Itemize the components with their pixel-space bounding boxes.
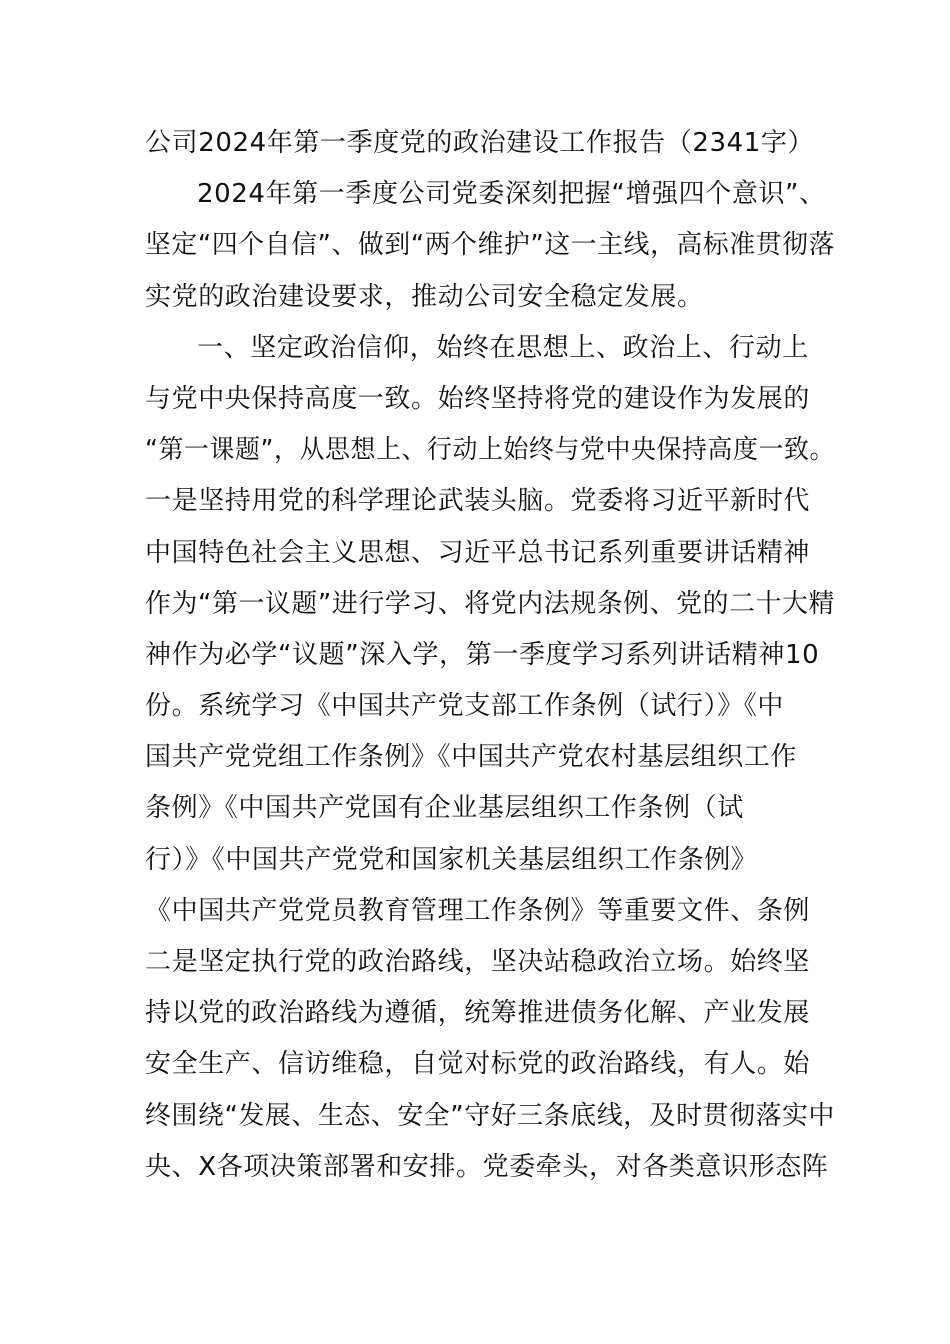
text-line: “第一课题”，从思想上、行动上始终与党中央保持高度一致。	[145, 435, 836, 466]
text-line: 二是坚定执行党的政治路线，坚决站稳政治立场。始终坚	[145, 947, 811, 977]
text-line: 央、X各项决策部署和安排。党委牵头，对各类意识形态阵	[145, 1151, 829, 1182]
text-line: 神作为必学“议题”深入学，第一季度学习系列讲话精神10	[145, 639, 820, 670]
text-line: 坚定“四个自信”、做到“两个维护”这一主线，高标准贯彻落	[145, 230, 836, 261]
text-line: 作为“第一议题”进行学习、将党内法规条例、党的二十大精	[145, 588, 836, 619]
document-body	[145, 118, 836, 1193]
text-line: 份。系统学习《中国共产党支部工作条例（试行）》《中	[145, 691, 785, 722]
text-line: 《中国共产党党员教育管理工作条例》等重要文件、条例	[145, 895, 811, 926]
text-line: 实党的政治建设要求，推动公司安全稳定发展。	[145, 281, 704, 312]
document-title: 公司2024年第一季度党的政治建设工作报告（2341字）	[145, 128, 815, 158]
text-line: 与党中央保持高度一致。始终坚持将党的建设作为发展的	[145, 383, 811, 414]
text-line: 2024年第一季度公司党委深刻把握“增强四个意识”、	[197, 179, 826, 210]
text-line: 一是坚持用党的科学理论武装头脑。党委将习近平新时代	[145, 486, 811, 517]
text-line: 安全生产、信访维稳，自觉对标党的政治路线，有人。始	[145, 1049, 811, 1080]
text-line: 终围绕“发展、生态、安全”守好三条底线，及时贯彻落实中	[145, 1100, 836, 1131]
text-line: 持以党的政治路线为遵循，统筹推进债务化解、产业发展	[145, 998, 811, 1029]
text-line: 条例》《中国共产党国有企业基层组织工作条例（试	[145, 793, 744, 824]
text-line: 行）》《中国共产党党和国家机关基层组织工作条例》	[145, 844, 758, 875]
text-line: 中国特色社会主义思想、习近平总书记系列重要讲话精神	[145, 537, 811, 568]
text-line: 国共产党党组工作条例》《中国共产党农村基层组织工作	[145, 742, 798, 773]
section-heading-line: 一、坚定政治信仰，始终在思想上、政治上、行动上	[197, 332, 809, 363]
